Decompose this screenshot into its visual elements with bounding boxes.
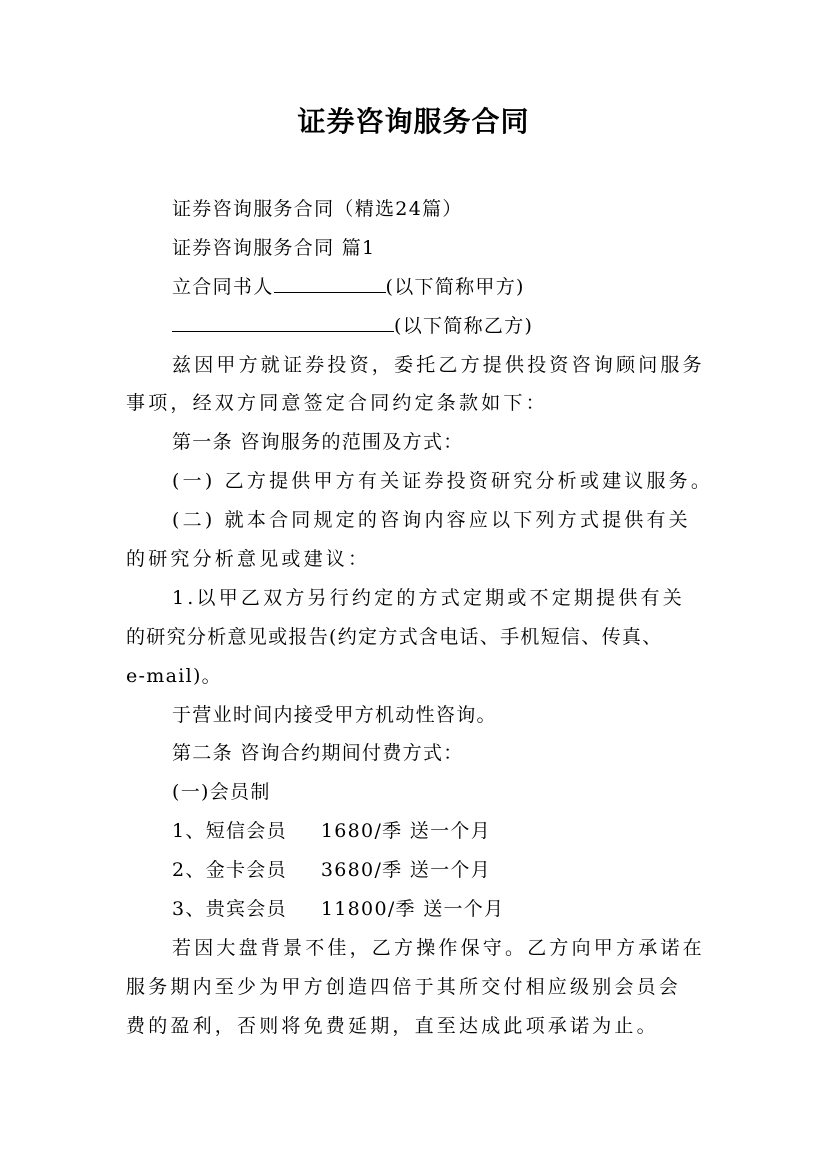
promise-line1: 若因大盘背景不佳，乙方操作保守。乙方向甲方承诺在 bbox=[172, 936, 705, 959]
article1-heading: 第一条 咨询服务的范围及方式： bbox=[172, 431, 464, 454]
method1-line2: 的研究分析意见或报告(约定方式含电话、手机短信、传真、 bbox=[126, 625, 663, 648]
membership-price: 1680/季 bbox=[320, 820, 403, 843]
party-a-suffix: (以下简称甲方) bbox=[385, 275, 525, 298]
membership-row bbox=[126, 890, 716, 929]
membership-row bbox=[126, 851, 716, 890]
party-b-blank bbox=[172, 311, 394, 332]
article1-item1: (一) 乙方提供甲方有关证券投资研究分析或建议服务。 bbox=[172, 470, 714, 493]
subtitle: 证券咨询服务合同（精选24篇） bbox=[172, 198, 463, 220]
method1-line1: 1.以甲乙双方另行约定的方式定期或不定期提供有关 bbox=[172, 586, 685, 609]
party-a-line bbox=[126, 268, 716, 307]
chapter-heading: 证券咨询服务合同 篇1 bbox=[172, 236, 376, 259]
membership-name: 3、贵宾会员 bbox=[172, 898, 287, 921]
document-body bbox=[126, 190, 716, 1046]
intro-paragraph-line2: 事项，经双方同意签定合同约定条款如下： bbox=[126, 392, 548, 415]
membership-heading: (一)会员制 bbox=[172, 781, 271, 804]
intro-paragraph-line1: 兹因甲方就证券投资，委托乙方提供投资咨询顾问服务 bbox=[172, 353, 705, 376]
party-a-label: 立合同书人 bbox=[172, 275, 274, 298]
party-b-line bbox=[126, 307, 716, 346]
document-title: 证券咨询服务合同 bbox=[297, 105, 530, 138]
party-a-blank bbox=[274, 272, 386, 293]
membership-price: 3680/季 bbox=[320, 859, 403, 882]
party-b-suffix: (以下简称乙方) bbox=[394, 314, 534, 337]
membership-name: 1、短信会员 bbox=[172, 820, 287, 843]
membership-bonus: 送一个月 bbox=[409, 859, 491, 882]
membership-name: 2、金卡会员 bbox=[172, 859, 287, 882]
promise-line3: 费的盈利，否则将免费延期，直至达成此项承诺为止。 bbox=[126, 1014, 659, 1037]
method2: 于营业时间内接受甲方机动性咨询。 bbox=[172, 703, 497, 726]
method1-line3: e-mail)。 bbox=[126, 664, 222, 687]
membership-row bbox=[126, 812, 716, 851]
article1-item2-line2: 的研究分析意见或建议： bbox=[126, 548, 371, 571]
membership-bonus: 送一个月 bbox=[409, 820, 491, 843]
promise-line2: 服务期内至少为甲方创造四倍于其所交付相应级别会员会 bbox=[126, 975, 682, 998]
membership-bonus: 送一个月 bbox=[423, 898, 505, 921]
article2-heading: 第二条 咨询合约期间付费方式： bbox=[172, 742, 464, 765]
membership-price: 11800/季 bbox=[320, 898, 416, 921]
article1-item2-line1: (二) 就本合同规定的咨询内容应以下列方式提供有关 bbox=[172, 509, 691, 532]
